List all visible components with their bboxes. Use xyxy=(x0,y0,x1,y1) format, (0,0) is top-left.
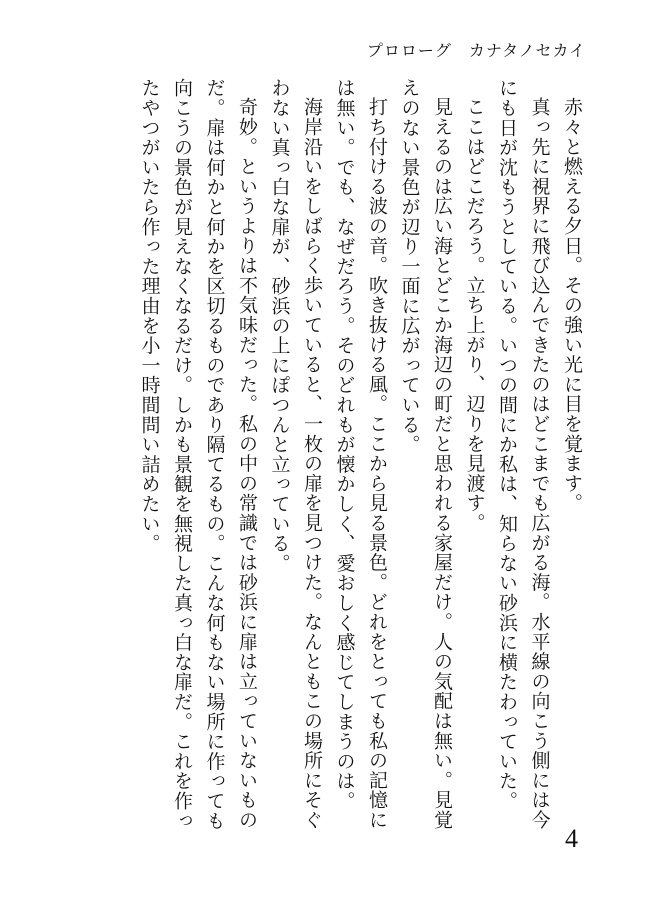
paragraph: 見えるのは広い海とどこか海辺の町だと思われる家屋だけ。人の気配は無い。見覚えのない景色が辺り一面に広がっている。 xyxy=(398,78,453,830)
running-header: プロローグ カナタノセカイ xyxy=(366,41,586,60)
paragraph: 赤々と燃える夕日。その強い光に目を覚ます。 xyxy=(561,97,583,513)
paragraph: 海岸沿いをしばらく歩いていると、一枚の扉を見つけた。なんともこの場所にそぐわない真っ白な扉が、砂浜の上にぽつんと立っている。 xyxy=(268,78,323,830)
paragraph: 真っ先に視界に飛び込んできたのはどこまでも広がる海。水平線の向こう側には今にも日が沈もうとしている。いつの間にか私は、知らない砂浜に横たわっていた。 xyxy=(496,78,551,830)
body-text xyxy=(48,78,588,848)
paragraph: 奇妙。というよりは不気味だった。私の中の常識では砂浜に扉は立っていないものだ。扉は何かと何かを区切るものであり隔てるもの。こんな何もない場所に作っても向こうの景色が見えなくなるだけ。しかも景観を無視した真っ白な扉だ。これを作ったやつがいたら作った理由を小一時間問い詰めたい。 xyxy=(138,78,258,831)
paragraph: ここはどこだろう。立ち上がり、辺りを見渡す。 xyxy=(463,97,486,533)
page-number: 4 xyxy=(565,824,578,853)
paragraph: 打ち付ける波の音。吹き抜ける風。ここから見る景色。どれをとっても私の記憶には無い。でも、なぜだろう。そのどれもが懐かしく、愛おしく感じてしまうのは。 xyxy=(333,78,388,830)
